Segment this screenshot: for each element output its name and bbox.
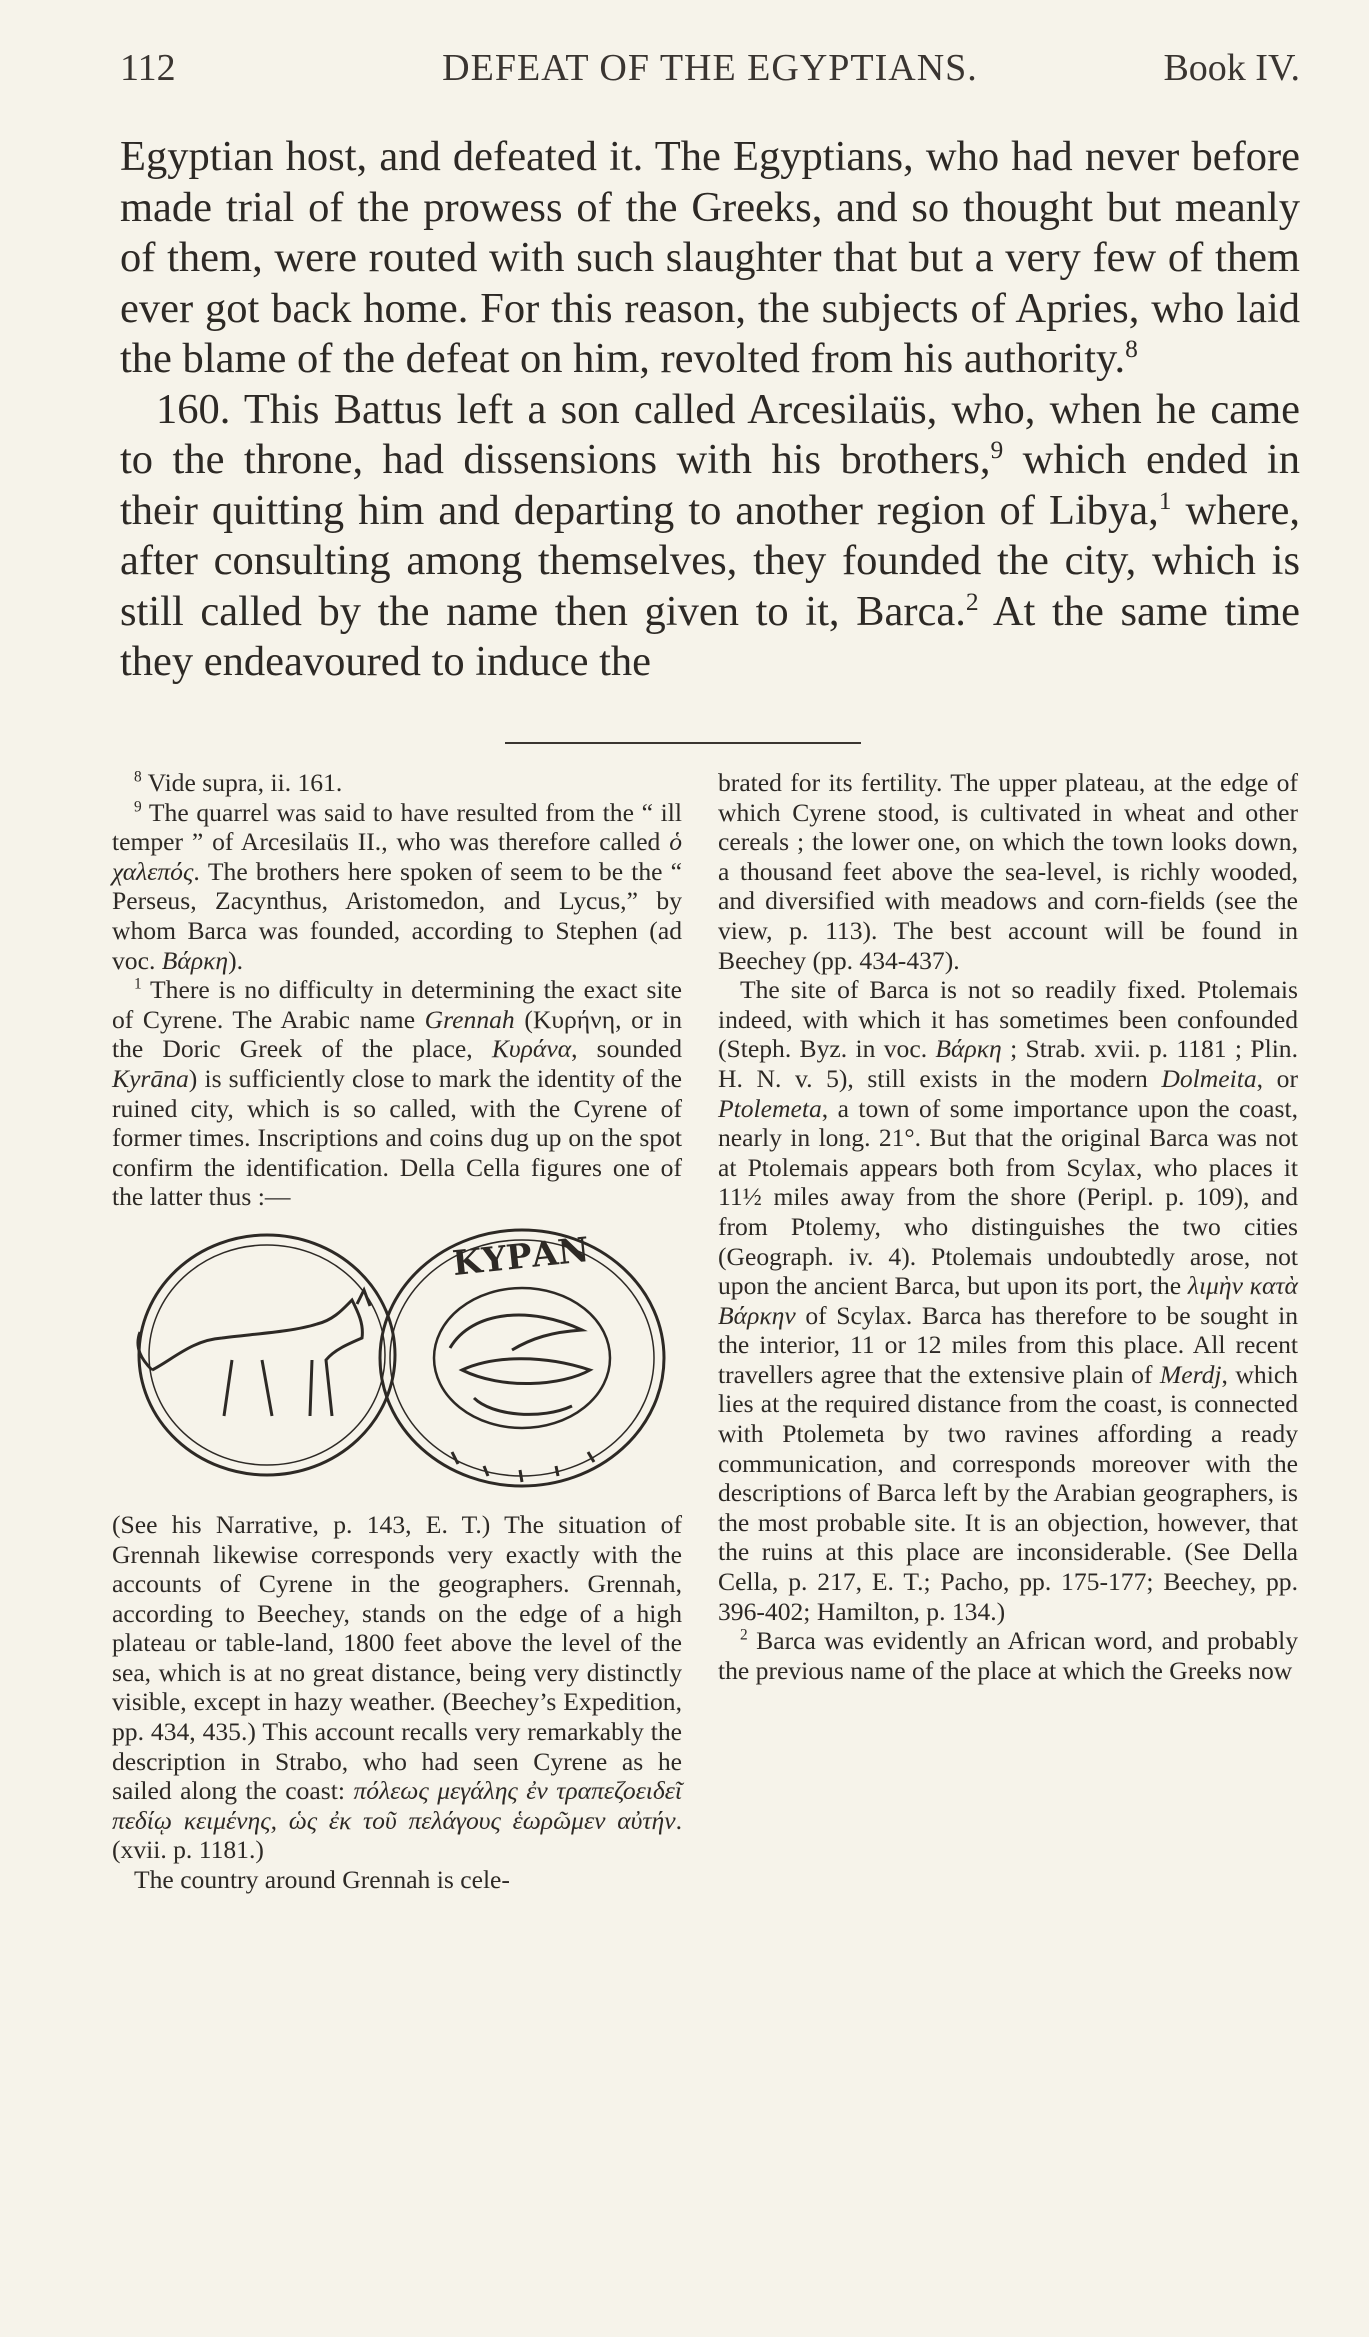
coin-legend: ΚΥΡΑΝ bbox=[450, 1229, 591, 1285]
footnote-ref-9: 9 bbox=[990, 434, 1004, 464]
footnote-9: $^9$ The quarrel was said to have resulted from the “ ill temper ” of Arcesilaüs II., who was therefore called ὁ χαλεπός. The brothers here spoken of seem to be the “ Perseus, Zacynthus, Aristomedon, and Lycus,” by whom Barca was founded, according to Stephen (ad voc. Βάρκη). bbox=[112, 797, 682, 975]
page-number: 112 bbox=[120, 47, 176, 89]
book-label: Book IV. bbox=[1163, 47, 1300, 89]
footnote-1: $^1$ There is no difficulty in determining the exact site of Cyrene. The Arabic name Grennah (Κυρήνη, or in the Doric Greek of the place, Κυράνα, sounded Kyrāna) is sufficiently close to mark the identity of the ruined city, which is so called, with the Cyrene of former times. Inscriptions and coins dug up on the spot confirm the identification. Della Cella figures one of the latter thus :— bbox=[112, 975, 682, 1212]
main-paragraph-160: 160. This Battus left a son called Arcesilaüs, who, when he came to the throne, had dissensions with his brothers,$^9$ which ended in their quitting him and departing to another region of Libya,$^1$ where, after consulting among themselves, they founded the city, which is still called by the name then given to it, Barca.$^2$ At the same time they endeavoured to induce the bbox=[120, 385, 1300, 685]
footnote-divider bbox=[505, 742, 861, 744]
footnote-1-continued: (See his Narrative, p. 143, E. T.) The situation of Grennah likewise corresponds very exactly with the accounts of Cyrene in the geographers. Grennah, according to Beechey, stands on the edge of a high plateau or table-land, 1800 feet above the level of the sea, which is at no great distance, being very distinctly visible, except in hazy weather. (Beechey’s Expedition, pp. 434, 435.) This account recalls very remarkably the description in Strabo, who had seen Cyrene as he sailed along the coast: πόλεως μεγάλης ἐν τραπεζοειδεῖ πεδίῳ κειμένης, ὡς ἐκ τοῦ πελάγους ἑωρῶμεν αὐτήν. (xvii. p. 1181.) bbox=[112, 1509, 682, 1865]
running-header bbox=[120, 46, 1300, 106]
footnote-2: $^2$ Barca was evidently an African word, and probably the previous name of the place at which the Greeks now bbox=[718, 1626, 1298, 1685]
coin-illustration bbox=[112, 1220, 682, 1500]
main-paragraph-1: Egyptian host, and defeated it. The Egyptians, who had never before made trial of the prowess of the Greeks, and so thought but meanly of them, were routed with such slaughter that but a very few of them ever got back home. For this reason, the subjects of Apries, who laid the blame of the defeat on him, revolted from his authority.$^8$ bbox=[120, 133, 1300, 382]
running-title: DEFEAT OF THE EGYPTIANS. bbox=[442, 47, 978, 89]
coin-reverse-silphium bbox=[380, 1230, 664, 1486]
footnote-ref-8: 8 bbox=[1125, 333, 1138, 363]
footnotes-left-column bbox=[112, 768, 682, 1895]
footnote-ref-1: 1 bbox=[1158, 485, 1172, 515]
footnote-1-fertility: brated for its fertility. The upper plateau, at the edge of which Cyrene stood, is cultivated in wheat and other cereals ; the lower one, on which the town looks down, a thousand feet above the sea-level, is richly wooded, and diversified with meadows and corn-fields (see the view, p. 113). The best account will be found in Beechey (pp. 434-437). bbox=[718, 768, 1298, 975]
footnotes-right-column bbox=[718, 768, 1298, 1685]
footnote-ref-2: 2 bbox=[965, 586, 979, 616]
coin-obverse-horse bbox=[138, 1235, 395, 1475]
footnote-1-barca-site: The site of Barca is not so readily fixed. Ptolemais indeed, with which it has sometimes been confounded (Steph. Byz. in voc. Βάρκη ; Strab. xvii. p. 1181 ; Plin. H. N. v. 5), still exists in the modern Dolmeita, or Ptolemeta, a town of some importance upon the coast, nearly in long. 21°. But that the original Barca was not at Ptolemais appears both from Scylax, who places it 11½ miles away from the shore (Peripl. p. 109), and from Ptolemy, who distinguishes the two cities (Geograph. iv. 4). Ptolemais undoubtedly arose, not upon the ancient Barca, but upon its port, the λιμὴν κατὰ Βάρκην of Scylax. Barca has therefore to be sought in the interior, 11 or 12 miles from this place. All recent travellers agree that the extensive plain of Merdj, which lies at the required distance from the coast, is connected with Ptolemeta by two ravines affording a ready communication, and corresponds moreover with the descriptions of Barca left by the Arabian geographers, is the most probable site. It is an objection, however, that the ruins at this place are inconsiderable. (See Della Cella, p. 217, E. T.; Pacho, pp. 175-177; Beechey, pp. 396-402; Hamilton, p. 134.) bbox=[718, 975, 1298, 1626]
footnote-1-country: The country around Grennah is cele- bbox=[134, 1865, 510, 1895]
footnote-8: $^8$ Vide supra, ii. 161. bbox=[134, 768, 343, 797]
main-text bbox=[120, 132, 1300, 688]
